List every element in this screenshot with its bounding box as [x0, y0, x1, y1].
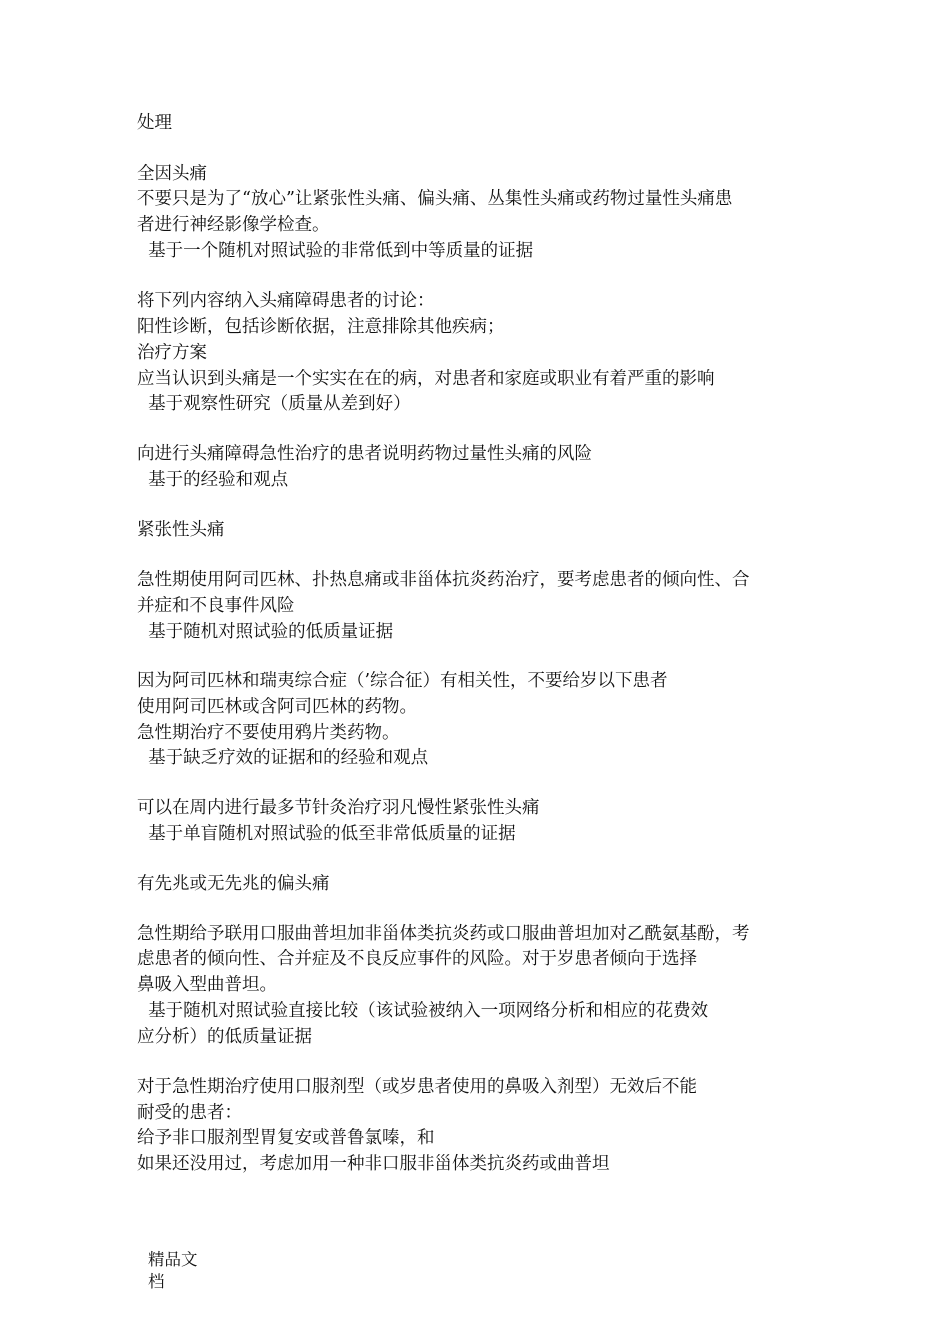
text-line: 急性期治疗不要使用鸦片类药物。: [137, 723, 400, 743]
text-line: 如果还没用过，考虑加用一种非口服非甾体类抗炎药或曲普坦: [137, 1154, 610, 1174]
text-line: 急性期给予联用口服曲普坦加非甾体类抗炎药或口服曲普坦加对乙酰氨基酚，考: [137, 924, 750, 944]
evidence-note: 基于一个随机对照试验的非常低到中等质量的证据: [137, 241, 534, 261]
text-line: 不要只是为了“放心”让紧张性头痛、偏头痛、丛集性头痛或药物过量性头痛患: [137, 189, 733, 209]
evidence-note: 基于的经验和观点: [137, 470, 289, 490]
footer-watermark: [148, 1249, 218, 1293]
text-line: 给予非口服剂型胃复安或普鲁氯嗪，和: [137, 1128, 435, 1148]
evidence-note: 基于单盲随机对照试验的低至非常低质量的证据: [137, 824, 516, 844]
evidence-note: 基于随机对照试验的低质量证据: [137, 622, 394, 642]
evidence-note: 基于随机对照试验直接比较（该试验被纳入一项网络分析和相应的花费效: [137, 1001, 709, 1021]
evidence-note: 基于缺乏疗效的证据和的经验和观点: [137, 748, 429, 768]
text-line: 对于急性期治疗使用口服剂型（或岁患者使用的鼻吸入剂型）无效后不能: [137, 1077, 697, 1097]
text-line: 虑患者的倾向性、合并症及不良反应事件的风险。对于岁患者倾向于选择: [137, 949, 697, 969]
text-line: 者进行神经影像学检查。: [137, 215, 330, 235]
subheading-all-headache: 全因头痛: [137, 164, 207, 184]
text-line: 将下列内容纳入头痛障碍患者的讨论：: [137, 291, 435, 311]
text-line: 耐受的患者：: [137, 1103, 242, 1123]
subheading-tension-headache: 紧张性头痛: [137, 520, 225, 540]
text-line: 治疗方案: [137, 343, 207, 363]
text-line: 使用阿司匹林或含阿司匹林的药物。: [137, 697, 417, 717]
text-line: 可以在周内进行最多节针灸治疗羽凡慢性紧张性头痛: [137, 798, 540, 818]
text-line: 鼻吸入型曲普坦。: [137, 975, 277, 995]
footer-line: 档: [148, 1272, 165, 1291]
text-line: 应当认识到头痛是一个实实在在的病，对患者和家庭或职业有着严重的影响: [137, 369, 715, 389]
subheading-migraine: 有先兆或无先兆的偏头痛: [137, 874, 330, 894]
text-line: 因为阿司匹林和瑞夷综合症（’综合征）有相关性，不要给岁以下患者: [137, 671, 668, 691]
text-line: 急性期使用阿司匹林、扑热息痛或非甾体抗炎药治疗，要考虑患者的倾向性、合: [137, 570, 750, 590]
text-line: 应分析）的低质量证据: [137, 1027, 312, 1047]
text-line: 向进行头痛障碍急性治疗的患者说明药物过量性头痛的风险: [137, 444, 592, 464]
text-line: 并症和不良事件风险: [137, 596, 295, 616]
footer-line: 精品文: [148, 1250, 198, 1269]
section-heading: 处理: [137, 113, 172, 133]
evidence-note: 基于观察性研究（质量从差到好）: [137, 394, 411, 414]
text-line: 阳性诊断，包括诊断依据，注意排除其他疾病；: [137, 317, 505, 337]
